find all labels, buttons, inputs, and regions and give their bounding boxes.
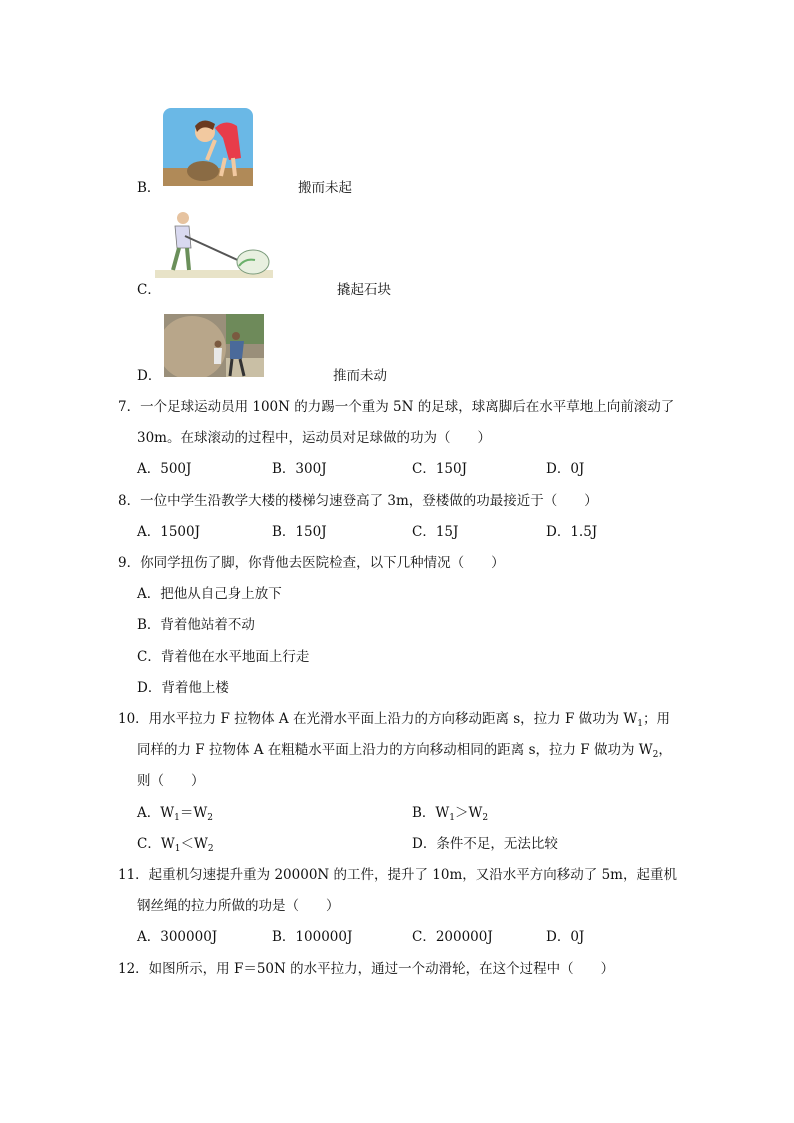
q12-stem: 12．如图所示，用 F＝50N 的水平拉力，通过一个动滑轮，在这个过程中（ ） <box>118 961 615 977</box>
q9-stem: 9．你同学扭伤了脚，你背他去医院检查，以下几种情况（ ） <box>118 555 505 571</box>
q9-option-c: C．背着他在水平地面上行走 <box>137 649 310 665</box>
q8-option-c: C．15J <box>412 524 459 540</box>
q7-stem-line2: 30m。在球滚动的过程中，运动员对足球做的功为（ ） <box>137 430 491 446</box>
q9-option-a: A．把他从自己身上放下 <box>137 586 282 602</box>
man-levering-rock-icon <box>155 208 273 278</box>
option-d-letter: D． <box>137 368 162 384</box>
q11-option-a: A．300000J <box>137 929 218 945</box>
q10-stem-line2: 同样的力 F 拉物体 A 在粗糙水平面上沿力的方向移动相同的距离 s，拉力 F 做功为 $W_2$， <box>137 742 672 760</box>
q10-stem-line1: 10．用水平拉力 F 拉物体 A 在光滑水平面上沿力的方向移动距离 s，拉力 F 做功为 $W_1$；用 <box>118 711 671 729</box>
option-d-caption: 推而未动 <box>333 368 387 384</box>
q10-option-d: D．条件不足，无法比较 <box>412 836 558 852</box>
option-b-letter: B． <box>137 180 161 196</box>
q11-option-c: C．200000J <box>412 929 493 945</box>
q10-option-c: C．$W_1<W_2$ <box>137 836 214 854</box>
q7-stem-line1: 7．一个足球运动员用 100N 的力踢一个重为 5N 的足球，球离脚后在水平草地上向前滚动了 <box>118 399 675 415</box>
q10-stem-line3: 则（ ） <box>137 773 205 789</box>
q11-option-b: B．100000J <box>272 929 353 945</box>
q11-option-d: D．0J <box>546 929 585 945</box>
man-pushing-boulder-photo <box>164 314 264 377</box>
girl-lifting-rock-icon <box>163 108 253 186</box>
option-b-caption: 搬而未起 <box>298 180 352 196</box>
q10-option-b: B．$W_1>W_2$ <box>412 805 489 823</box>
q7-option-c: C．150J <box>412 461 468 477</box>
option-c-caption: 撬起石块 <box>337 282 391 298</box>
q9-option-b: B．背着他站着不动 <box>137 617 255 633</box>
q10-option-a: A．$W_1=W_2$ <box>137 805 213 823</box>
option-c-letter: C． <box>137 282 161 298</box>
q7-option-d: D．0J <box>546 461 585 477</box>
q8-stem: 8．一位中学生沿教学大楼的楼梯匀速登高了 3m，登楼做的功最接近于（ ） <box>118 493 598 509</box>
q7-option-b: B．300J <box>272 461 327 477</box>
q8-option-a: A．1500J <box>137 524 201 540</box>
q8-option-d: D．1.5J <box>546 524 598 540</box>
q11-stem-line2: 钢丝绳的拉力所做的功是（ ） <box>137 898 340 914</box>
q11-stem-line1: 11．起重机匀速提升重为 20000N 的工件，提升了 10m，又沿水平方向移动了 5m，起重机 <box>118 867 677 883</box>
q8-option-b: B．150J <box>272 524 327 540</box>
q9-option-d: D．背着他上楼 <box>137 680 229 696</box>
q7-option-a: A．500J <box>137 461 192 477</box>
